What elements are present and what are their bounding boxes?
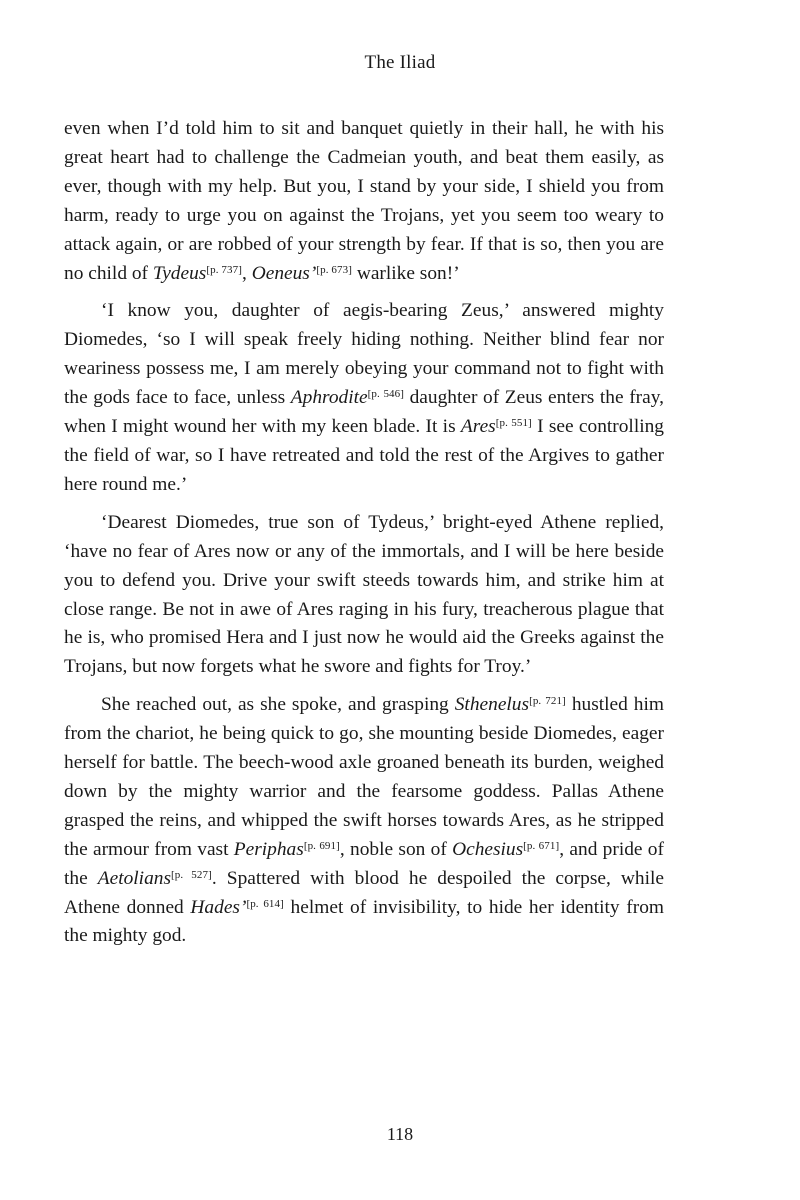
- glossary-link-sthenelus[interactable]: Sthenelus: [454, 694, 530, 716]
- page-ref-ares[interactable]: [p. 551]: [495, 417, 532, 430]
- text-segment: ‘I know you, daughter of aegis-bearing Zeus,’ answered mighty Diomedes, ‘so I will speak freely hiding nothing. Neither blind fear nor weariness possess me, I am merely obeying your command not to fight with the gods face to face, unless: [64, 300, 664, 409]
- glossary-link-ares[interactable]: Ares: [460, 416, 496, 438]
- paragraph-2: [64, 297, 664, 499]
- page-body: [64, 115, 664, 960]
- glossary-link-aetolians[interactable]: Aetolians: [97, 867, 172, 889]
- running-header: The Iliad: [364, 52, 436, 73]
- page-ref-hades[interactable]: [p. 614]: [246, 897, 284, 910]
- glossary-link-hades[interactable]: Hades’: [190, 896, 247, 918]
- text-segment: hustled him from the chariot, he being quick to go, she mounting beside Diomedes, eager herself for battle. The beech-wood axle groaned beneath its burden, weighed down by the mighty warrior and the fearsome goddess. Pallas Athene grasped the reins, and whipped the swift horses towards Ares, as he stripped the armour from vast: [64, 694, 664, 860]
- page-ref-aphrodite[interactable]: [p. 546]: [367, 388, 405, 401]
- page-ref-periphas[interactable]: [p. 691]: [303, 839, 340, 852]
- page-ref-ochesius[interactable]: [p. 671]: [523, 839, 560, 852]
- page-ref-oeneus[interactable]: [p. 673]: [316, 263, 352, 276]
- page-ref-tydeus[interactable]: [p. 737]: [206, 263, 242, 276]
- text-segment: daughter of Zeus enters the fray, when I might wound her with my keen blade. It is: [64, 387, 664, 438]
- glossary-link-oeneus[interactable]: Oeneus’: [251, 262, 317, 284]
- text-segment: even when I’d told him to sit and banquet quietly in their hall, he with his great heart had to challenge the Cadmeian youth, and beat them easily, as ever, though with my help. But you, I stand by your side, I shield you from harm, ready to urge you on against the Trojans, yet you seem too weary to attack again, or are robbed of your strength by fear. If that is so, then you are no child of: [64, 118, 664, 284]
- text-segment: helmet of invisibility, to hide her identity from the mighty god.: [64, 896, 664, 947]
- page-ref-aetolians[interactable]: [p. 527]: [171, 868, 212, 881]
- text-segment: warlike son!’: [351, 262, 460, 284]
- text-segment: ‘Dearest Diomedes, true son of Tydeus,’ bright-eyed Athene replied, ‘have no fear of Ares now or any of the immortals, and I will be here beside you to defend you. Drive your swift steeds towards him, and strike him at close range. Be not in awe of Ares raging in his fury, treacherous plague that he is, who promised Hera and I just now he would aid the Greeks against the Trojans, but now forgets what he swore and fights for Troy.’: [64, 511, 664, 678]
- text-segment: She reached out, as she spoke, and grasping: [101, 694, 455, 716]
- text-segment: . Spattered with blood he despoiled the corpse, while Athene donned: [64, 867, 664, 918]
- paragraph-4: [64, 691, 664, 951]
- text-segment: , noble son of: [339, 838, 453, 860]
- paragraph-1: [64, 115, 664, 288]
- text-segment: I see controlling the field of war, so I have retreated and told the rest of the Argives to gather here round me.’: [64, 416, 664, 495]
- page-number: 118: [386, 1124, 414, 1144]
- text-segment: ,: [242, 262, 252, 284]
- glossary-link-aphrodite[interactable]: Aphrodite: [290, 387, 368, 409]
- paragraph-3: [64, 509, 664, 682]
- glossary-link-tydeus[interactable]: Tydeus: [152, 262, 207, 284]
- glossary-link-ochesius[interactable]: Ochesius: [452, 838, 524, 860]
- text-segment: , and pride of the: [64, 838, 664, 889]
- page-ref-sthenelus[interactable]: [p. 721]: [529, 695, 566, 708]
- glossary-link-periphas[interactable]: Periphas: [233, 838, 304, 860]
